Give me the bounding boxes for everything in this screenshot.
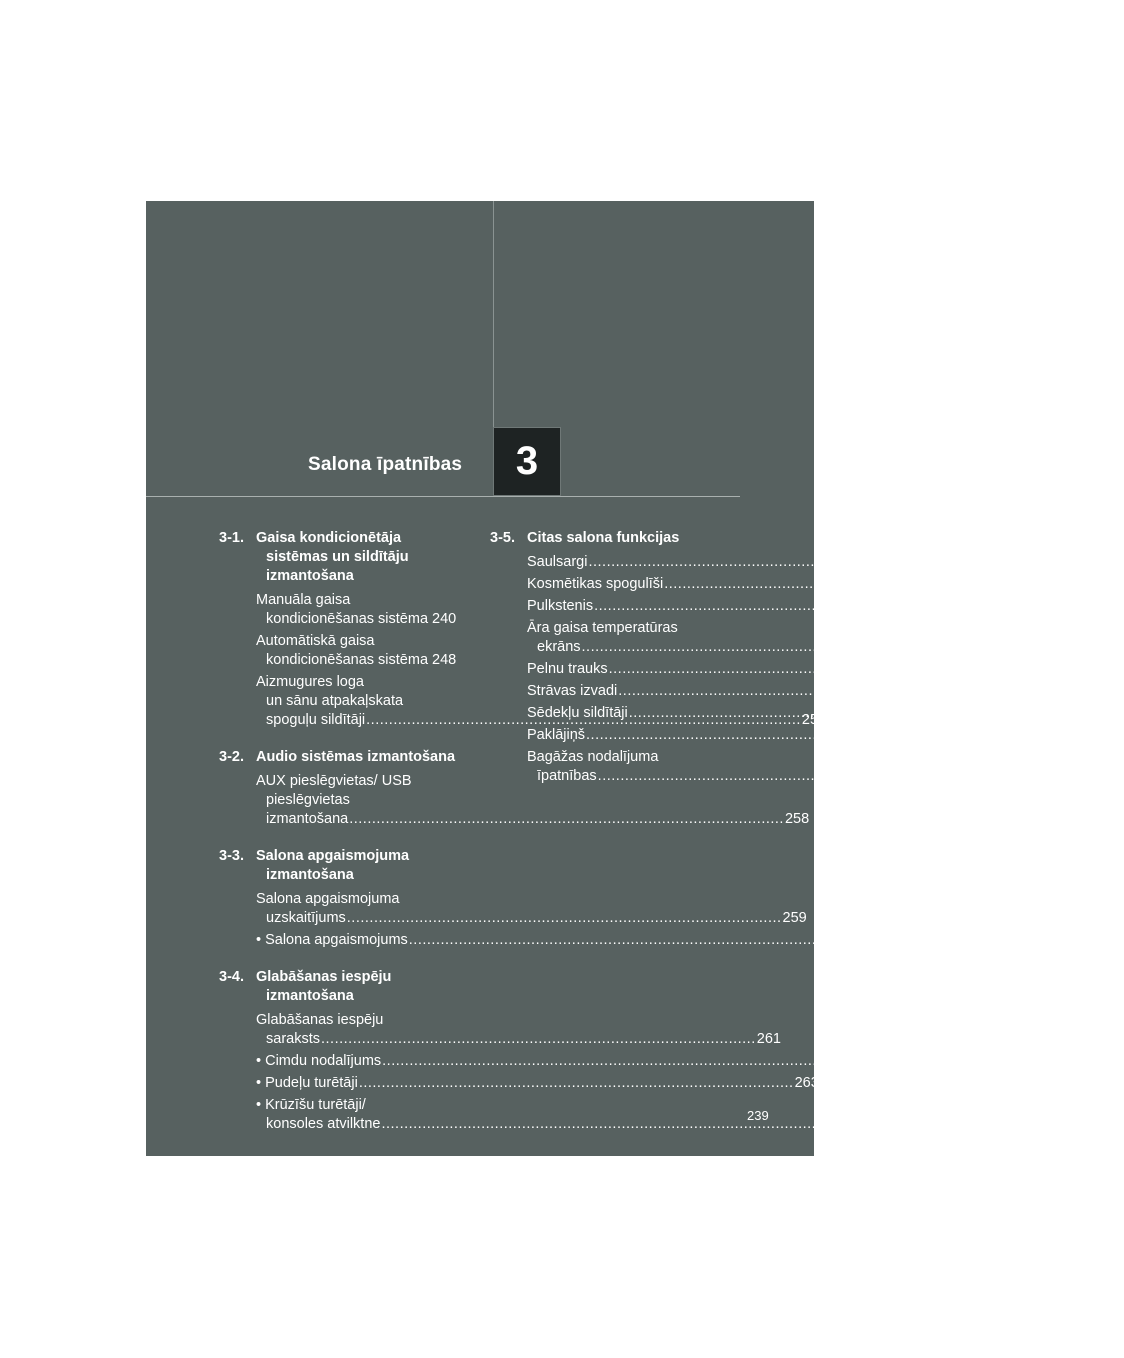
toc-entry[interactable]: Paklājiņš..... 275 (527, 726, 740, 745)
page-number: 239 (747, 1108, 769, 1123)
page-ref: 271 (1054, 683, 1079, 699)
page-ref: 240 (432, 611, 457, 627)
toc-entry[interactable]: Strāvas izvadi..... 271 (527, 682, 740, 701)
section-title: Salona apgaismojuma izmantošana (256, 848, 410, 883)
section-title: Glabāšanas iespēju izmantošana (256, 969, 392, 1004)
toc-section-3-3 (219, 847, 869, 950)
page-ref: 259 (782, 910, 807, 926)
toc-entry[interactable]: Saulsargi..... 266 (527, 553, 740, 572)
section-number: 3-5. (490, 530, 515, 546)
section-heading (219, 529, 467, 586)
page-ref: 248 (432, 652, 457, 668)
page-ref: 263 (794, 1075, 819, 1091)
toc-entry[interactable]: Automātiskā gaisa kondicionēšanas sistēma 248 (256, 633, 457, 668)
section-heading (219, 748, 467, 767)
page-ref: 260 (844, 932, 869, 948)
toc-entry[interactable]: Glabāšanas iespēju saraksts..... 261 (256, 1011, 467, 1049)
page-ref: 268 (1029, 598, 1055, 614)
page-ref: 269 (1017, 639, 1042, 655)
section-number: 3-3. (219, 848, 244, 864)
toc-entry[interactable]: AUX pieslēgvietas/ USB pieslēgvietas izmantošana..... 258 (256, 772, 467, 829)
section-heading (490, 529, 740, 548)
section-title: Audio sistēmas izmantošana (256, 749, 456, 765)
toc-entry[interactable]: • Pudeļu turētāji..... 263 (256, 1074, 467, 1093)
toc-entry[interactable]: Aizmugures loga un sānu atpakaļskata spoguļu sildītāji..... 256 (256, 673, 467, 730)
section-number: 3-1. (219, 530, 244, 546)
toc-entry[interactable]: Pelnu trauks..... 270 (527, 660, 740, 679)
page-ref: 278 (1033, 768, 1058, 784)
toc-entry[interactable]: • Salona apgaismojums..... 260 (256, 931, 467, 950)
toc-entry[interactable]: • Krūzīšu turētāji/ konsoles atvilktne..... 264 (256, 1096, 467, 1134)
section-title: Citas salona funkcijas (527, 530, 680, 546)
vertical-divider (493, 201, 494, 427)
section-heading (219, 968, 467, 1006)
section-number: 3-4. (219, 969, 244, 985)
page-ref: 262 (817, 1053, 843, 1069)
toc-entry[interactable]: Āra gaisa temperatūras ekrāns..... 269 (527, 619, 740, 657)
chapter-title: Salona īpatnības (308, 454, 463, 475)
toc-entry[interactable]: Kosmētikas spogulīši..... 267 (527, 575, 740, 594)
toc-entry[interactable]: Salona apgaismojuma uzskaitījums..... 259 (256, 890, 467, 928)
page-ref: 258 (784, 811, 810, 827)
page-ref: 264 (817, 1116, 842, 1132)
chapter-number-badge: 3 (493, 427, 561, 496)
page-ref: 275 (1021, 727, 1046, 743)
toc-entry[interactable]: • Cimdu nodalījums..... 262 (256, 1052, 467, 1071)
toc-entry[interactable]: Sēdekļu sildītāji..... 273 (527, 704, 740, 723)
toc-entry[interactable]: Manuāla gaisa kondicionēšanas sistēma 240 (256, 592, 457, 627)
section-number: 3-2. (219, 749, 244, 765)
section-title: Gaisa kondicionētāja sistēmas un sildītāju izmantošana (256, 530, 409, 584)
page-ref: 267 (1099, 576, 1124, 592)
toc-entry[interactable]: Bagāžas nodalījuma īpatnības..... 278 (527, 748, 740, 786)
page-ref: 273 (1064, 705, 1089, 721)
page-ref: 261 (756, 1031, 781, 1047)
page-ref: 270 (1044, 661, 1069, 677)
horizontal-divider (146, 496, 740, 497)
page-ref: 256 (801, 712, 827, 728)
chapter-panel (146, 201, 1124, 1156)
page-ref: 266 (1024, 554, 1049, 570)
section-heading (219, 847, 467, 885)
toc-entry[interactable]: Pulkstenis..... 268 (527, 597, 740, 616)
